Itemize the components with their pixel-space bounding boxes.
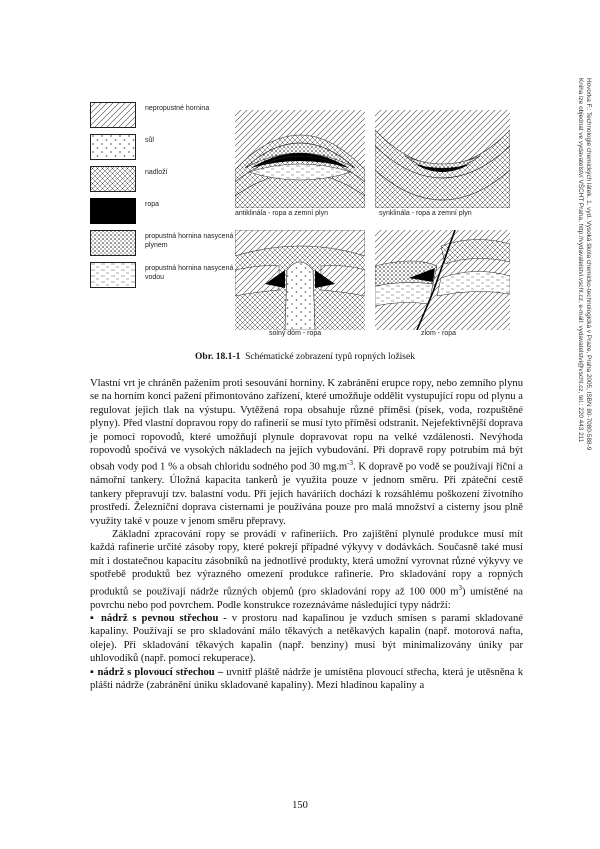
paragraph-1-tail: . K dopravě po vodě se používají říční a námořní tankery. Úložná kapacita tankerů je využita pouze v jednom směru. Při zpáteční cestě tankery přepravují tzv. balastní vodu. Při jejich haváriích dochází k rozsáhlému poškození životního prostředí. Železniční doprava cisternami je používána pouze pro malá množství a cisterny jsou plně využity také v pouze v jenom směru přepravy. <box>90 461 523 527</box>
panel-caption-salt-dome: solný dóm - ropa <box>269 330 322 337</box>
panel-anticline <box>235 110 365 222</box>
paragraph-2-text: Základní zpracování ropy se provádí v rafineriích. Pro zajištění plynulé produkce musí mít každá rafinerie určité zásoby ropy, které pokrejí případné výkyvy v dodávkách. Současně také musí mít i dostatečnou kapacitu zásobníků na jednotlivé produkty, která umožní vyrovnat různé výkyvy ve spotřebě produktů bez výrazného omezení produkce rafinerie. Pro skladování ropy a ropných produktů se používají nádrže různých objemů (pro skladování ropy až 100 000 m <box>90 529 523 598</box>
legend-item-water-saturated <box>90 262 240 292</box>
bullet-text: uvnitř pláště nádrže je umístěna plovoucí střecha, která je utěsněna k plášti nádrže (zabránění úniku skladované kapaliny). Mezi hladinou kapaliny a <box>90 666 523 691</box>
figure-caption <box>90 352 520 362</box>
side-citation <box>576 78 592 558</box>
bullet-floating-roof: ▪ nádrž s plovoucí střechou – uvnitř pláště nádrže je umístěna plovoucí střecha, která je utěsněna k plášti nádrže (zabránění úniku skladované kapaliny). Mezi hladinou kapaliny a <box>90 666 523 691</box>
legend-item-oil <box>90 198 240 228</box>
legend-label: nadloží <box>145 169 168 176</box>
bullet-term: nádrž s pevnou střechou - <box>101 612 227 624</box>
legend-label: nepropustné hornina <box>145 105 210 112</box>
paragraph-2-tail: ) umístěné na povrchu nebo pod povrchem. Podle konstrukce rozeznáváme následující typy nádrží: <box>90 586 524 611</box>
figure-oil-deposits <box>90 100 520 350</box>
page-number: 150 <box>292 800 308 811</box>
paragraph-1 <box>90 377 523 528</box>
legend-label: sůl <box>145 137 154 144</box>
bullet-fixed-roof: ▪ nádrž s pevnou střechou - v prostoru nad kapalinou je vzduch smísen s parami skladované kapaliny. Používají se pro skladování málo těkavých a netěkavých kapalin (např. motorová nafta, oleje). Při skladování těkavých kapalin (např. benziny) musí být minimalizovány úniky par uhlovodíků (např. pomocí rekuperace). <box>90 612 523 665</box>
legend-label: propustná hornina nasycená vodou <box>145 265 234 281</box>
superscript: -3 <box>347 459 353 468</box>
bullet-text: v prostoru nad kapalinou je vzduch smísen s parami skladované kapaliny. Používají se pro skladování málo těkavých a netěkavých kapalin (např. motorová nafta, oleje). Při skladování těkavých kapalin (např. benziny) musí být minimalizovány úniky par uhlovodíků (např. pomocí rekuperace). <box>90 612 523 665</box>
legend-label: propustná hornina nasycená plynem <box>145 233 234 249</box>
body-text <box>90 377 523 692</box>
legend-item-overburden <box>90 166 240 196</box>
paragraph-1-text: Vlastní vrt je chráněn pažením proti sesouvání horniny. K zabránění erupce ropy, nebo zemního plynu se na horním konci pažení přimontováno zařízení, které umožňuje oddělit vystupující ropu od plynu a regulovat jejich tlak na výstupu. Vytěžená ropa obsahuje různé příměsi (písek, voda, rozpuštěné plyny). Před vlastní dopravou ropy do rafinerií se musí tyto příměsi odstranit. Nejefektivnější doprava je pomocí ropovodů, které umožňují plynule dopravovat ropu na velké vzdálenosti. Nevýhoda ropovodů spočívá ve vysokých nákladech na jejich vybudování. Při dopravě ropy potrubím má být obsah vody pod 1 % a obsah chloridu sodného pod 30 mg.m <box>90 378 523 473</box>
legend-item-gas-saturated <box>90 230 240 260</box>
figure-title: Schématické zobrazení typů ropných ložisek <box>245 352 415 362</box>
legend-item-impermeable <box>90 102 240 132</box>
panel-caption-syncline: synklinála - ropa a zemní plyn <box>379 210 472 217</box>
citation-line-1: Hovorka F.: Technologie chemických látek. 1. vyd. Vysoká škola chemicko-technologická v Praze, Praha 2005, ISBN 80-7080-588-9 <box>585 78 592 451</box>
panel-salt-dome <box>235 230 365 340</box>
citation-line-2: Kniha lze objednat ve vydavatelství VŠCHT Praha, http://vydavatelstvi.vscht.cz, e-mail: vydavatelstvi@vscht.cz, tel.: 220 443 211 <box>577 78 584 443</box>
paragraph-2 <box>90 528 523 612</box>
panel-caption-fault: zlom - ropa <box>421 330 457 337</box>
legend-item-salt <box>90 134 240 164</box>
superscript: 3 <box>458 583 462 592</box>
panel-caption-anticline: antiklinála - ropa a zemní plyn <box>235 210 328 217</box>
panel-syncline <box>375 110 510 222</box>
legend-label: ropa <box>145 201 160 208</box>
figure-number: Obr. 18.1-1 <box>195 352 241 362</box>
bullet-term: nádrž s plovoucí střechou – <box>97 666 224 678</box>
panel-fault <box>375 230 510 340</box>
